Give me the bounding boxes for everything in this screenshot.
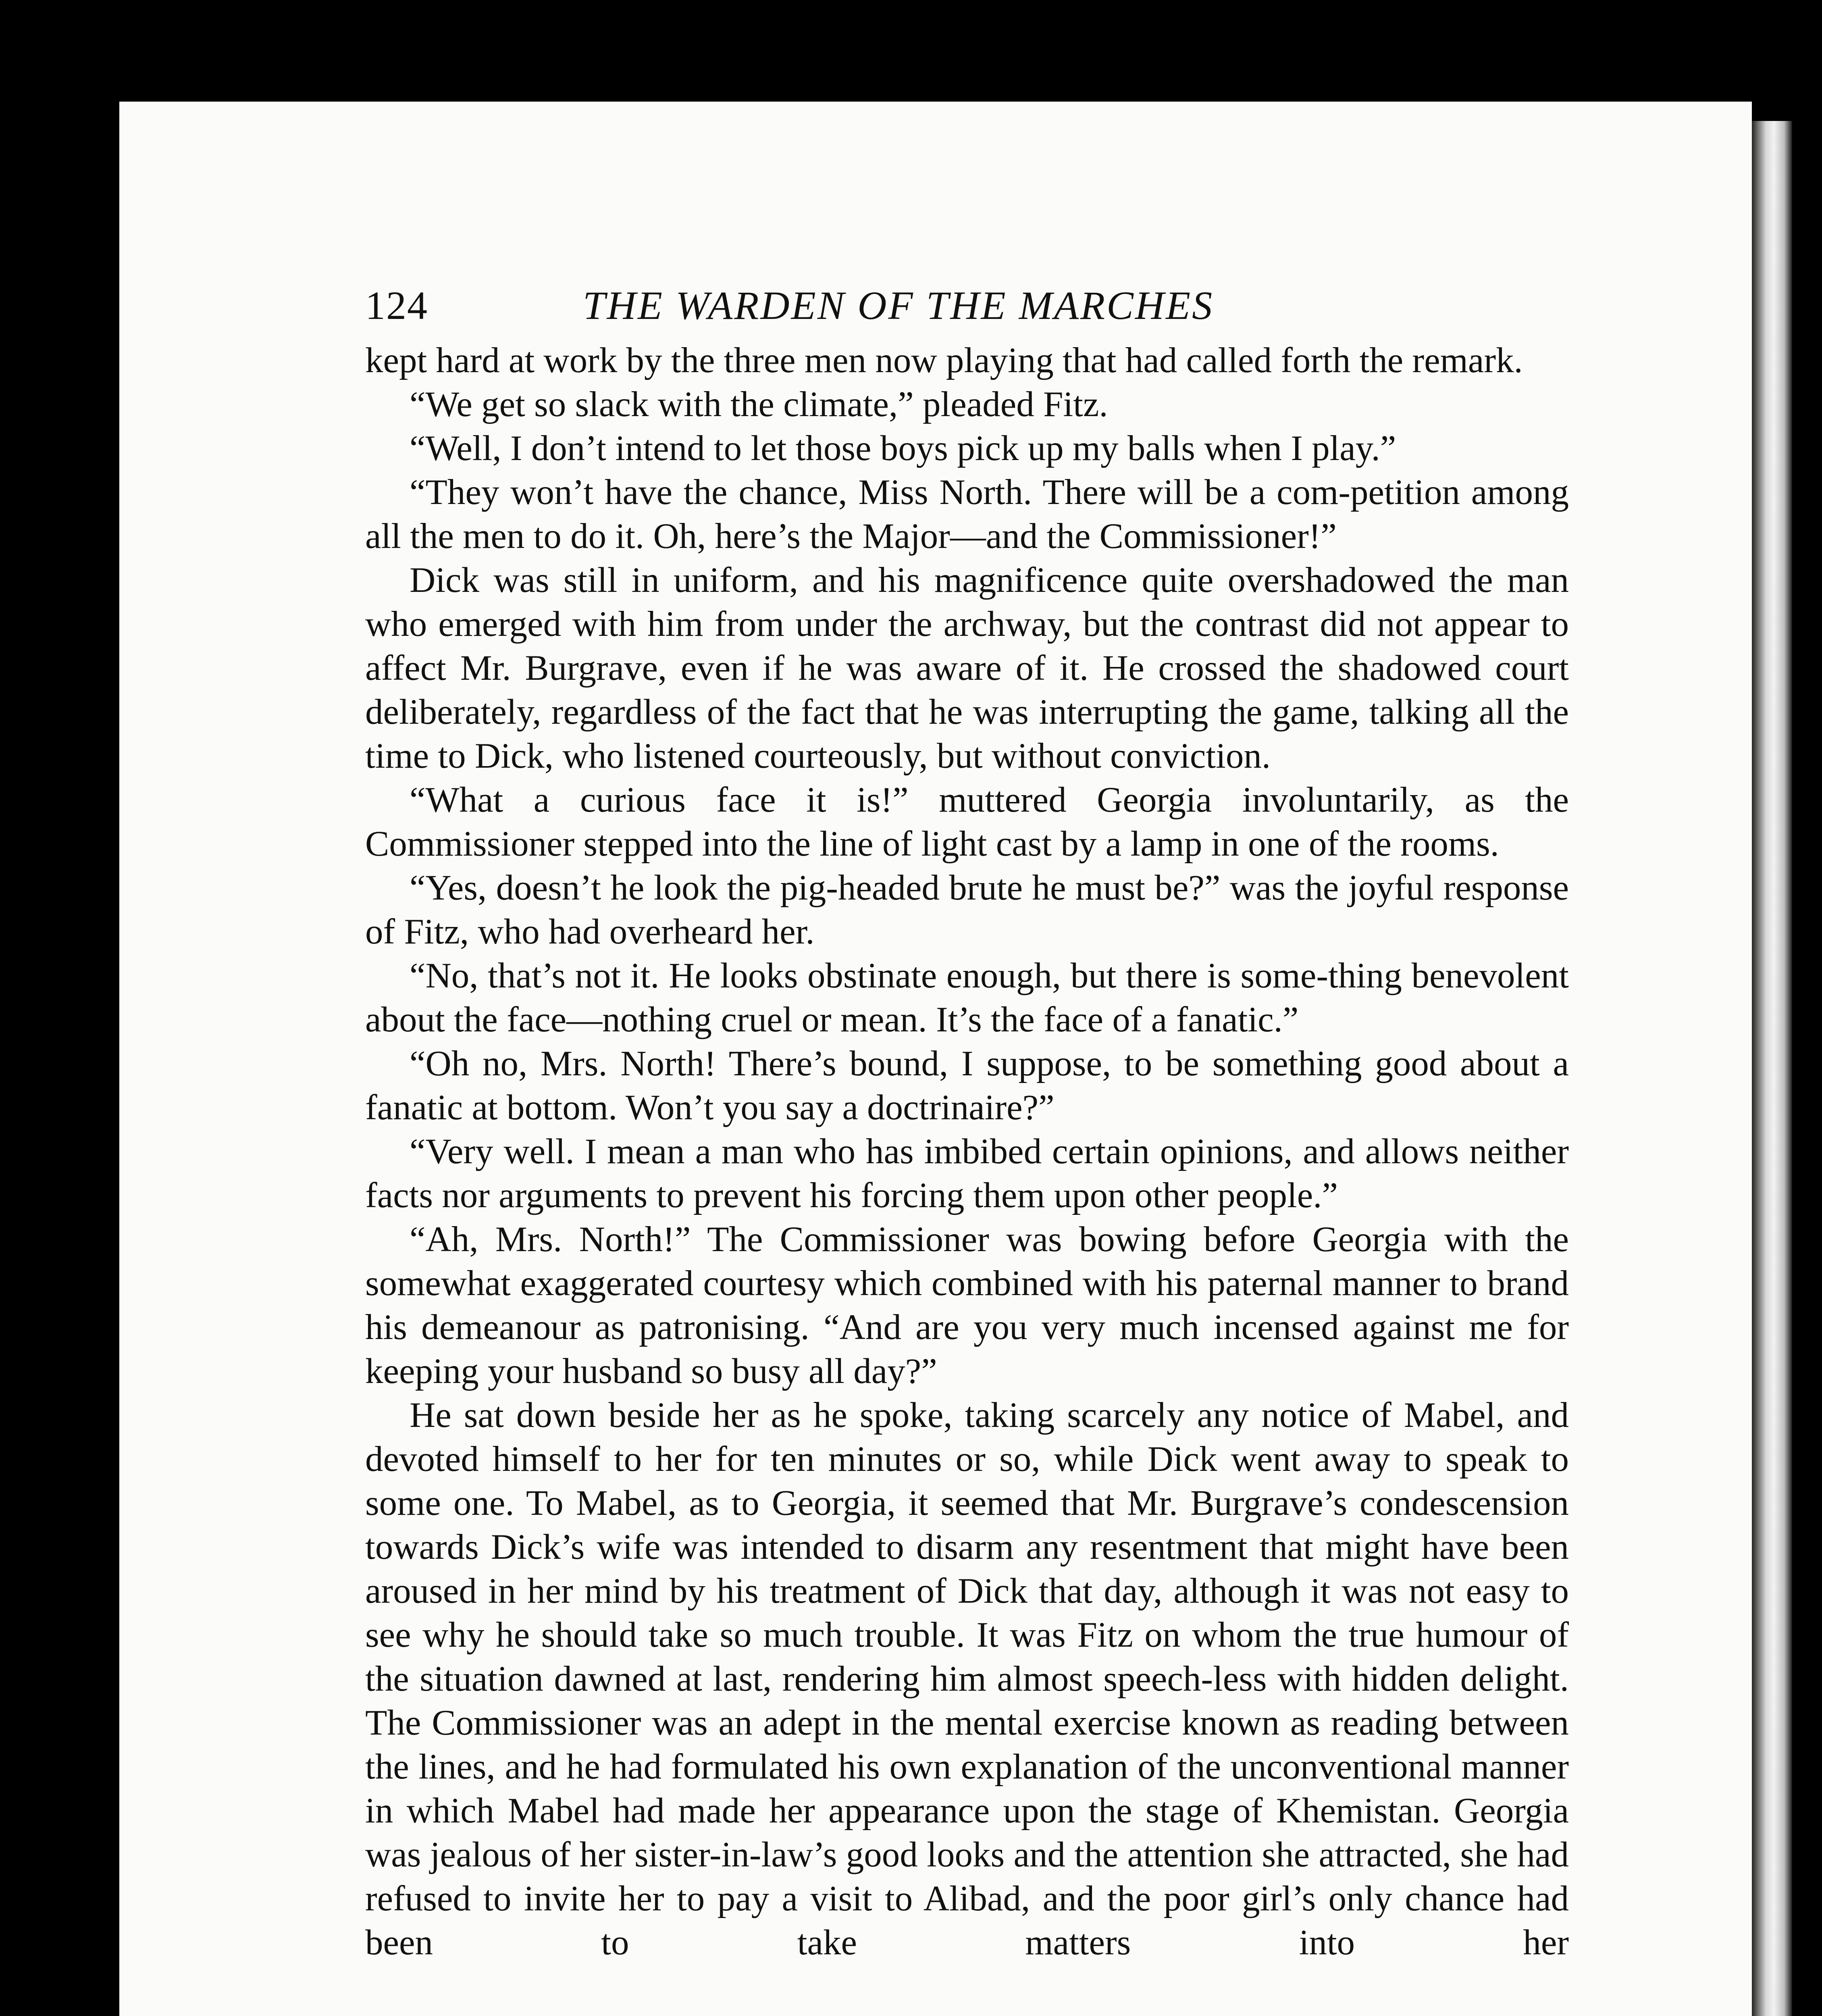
paragraph-fitz-climate: “We get so slack with the climate,” pleaded Fitz. (410, 385, 1108, 424)
page-text-block (365, 272, 1569, 1965)
paragraph-ah-mrs-north: “Ah, Mrs. North!” The Commissioner was bowing before Georgia with the somewhat exaggerated courtesy which combined with his paternal manner to brand his demeanour as patronising. “And are you very much incensed against me for keeping your husband so busy all day?” (365, 1220, 1569, 1391)
paragraph-very-well: “Very well. I mean a man who has imbibed certain opinions, and allows neither facts nor arguments to prevent his forcing them upon other people.” (365, 1132, 1569, 1215)
paragraph-sat-down: He sat down beside her as he spoke, taking scarcely any notice of Mabel, and devoted himself to her for ten minutes or so, while Dick went away to speak to some one. To Mabel, as to Georgia, it seemed that Mr. Burgrave’s condescension towards Dick’s wife was intended to disarm any resentment that might have been aroused in her mind by his treatment of Dick that day, although it was not easy to see why he should take so much trouble. It was Fitz on whom the true humour of the situation dawned at last, rendering him almost speech-less with hidden delight. The Commissioner was an adept in the mental exercise known as reading between the lines, and he had formulated his own explanation of the unconventional manner in which Mabel had made her appearance upon the stage of Khemistan. Georgia was jealous of her sister-in-law’s good looks and the attention she attracted, she had refused to invite her to pay a visit to Alibad, and the poor girl’s only chance had been to take matters into her (365, 1395, 1569, 1962)
book-spine-edge (1752, 121, 1792, 2016)
paragraph-continuation: kept hard at work by the three men now playing that had called forth the remark. (365, 341, 1523, 380)
paragraph-doctrinaire: “Oh no, Mrs. North! There’s bound, I suppose, to be something good about a fanatic at bottom. Won’t you say a doctrinaire?” (365, 1044, 1569, 1127)
page-number: 124 (365, 283, 428, 328)
paragraph-curious-face: “What a curious face it is!” muttered Georgia involuntarily, as the Commissioner stepped into the line of light cast by a lamp in one of the rooms. (365, 780, 1569, 864)
paragraph-fanatic: “No, that’s not it. He looks obstinate enough, but there is some-thing benevolent about the face—nothing cruel or mean. It’s the face of a fanatic.” (365, 956, 1569, 1039)
paragraph-dick-uniform: Dick was still in uniform, and his magnificence quite overshadowed the man who emerged with him from under the archway, but the contrast did not appear to affect Mr. Burgrave, even if he was aware of it. He crossed the shadowed court deliberately, regardless of the fact that he was interrupting the game, talking all the time to Dick, who listened courteously, but without conviction. (365, 560, 1569, 776)
paragraph-competition: “They won’t have the chance, Miss North. There will be a com-petition among all the men to do it. Oh, here’s the Major—and the Commissioner!” (365, 473, 1569, 556)
paragraph-pig-headed: “Yes, doesn’t he look the pig-headed brute he must be?” was the joyful response of Fitz, who had overheard her. (365, 868, 1569, 952)
running-title: THE WARDEN OF THE MARCHES (583, 283, 1214, 328)
running-head (365, 272, 1569, 339)
paragraph-balls: “Well, I don’t intend to let those boys pick up my balls when I play.” (410, 429, 1396, 468)
